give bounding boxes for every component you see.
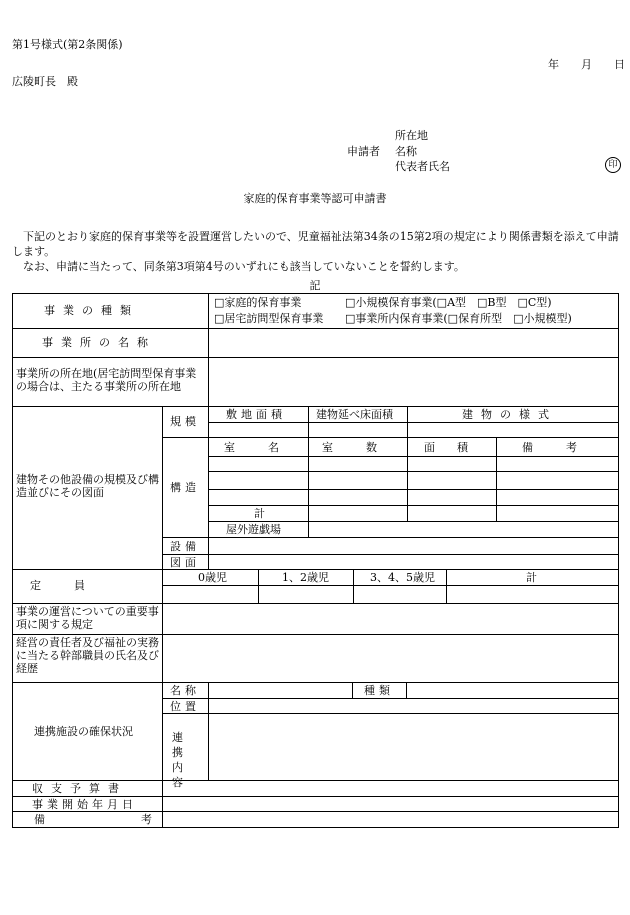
- body-paragraph-1: 下記のとおり家庭的保育事業等を設置運営したいので、児童福祉法第34条の15第2項の規定により関係書類を添えて申請します。: [12, 230, 619, 258]
- option-family-daycare[interactable]: □家庭的保育事業: [214, 296, 302, 309]
- option-workplace-daycare[interactable]: □事業所内保育事業(□保育所型 □小規模型): [345, 312, 572, 325]
- cooperation-label: 連携施設の確保状況: [34, 725, 133, 738]
- room-count-header: 室 数: [322, 441, 377, 454]
- office-location-label: 事業所の所在地(居宅訪問型保育事業の場合は、主たる事業所の所在地: [16, 367, 197, 393]
- floor-area-label: 建物延べ床面積: [316, 408, 393, 421]
- capacity-age345: 3、4、5歳児: [370, 571, 435, 584]
- seal-mark: 印: [605, 157, 621, 173]
- building-style-label: 建物の様式: [462, 408, 557, 421]
- business-type-label: 事業の種類: [44, 304, 139, 317]
- capacity-age12: 1、2歳児: [282, 571, 329, 584]
- total-label: 計: [254, 507, 265, 520]
- body-paragraph-2: なお、申請に当たって、同条第3項第4号のいずれにも該当していないことを誓約します。: [23, 260, 465, 273]
- start-date-label: 事業開始年月日: [32, 798, 137, 811]
- option-home-visit-daycare[interactable]: □居宅訪問型保育事業: [214, 312, 324, 325]
- application-table: [12, 293, 619, 828]
- cooperation-content-label: 連携内容: [172, 731, 189, 789]
- option-small-scale-daycare[interactable]: □小規模保育事業(□A型 □B型 □C型): [345, 296, 552, 309]
- structure-label: 構造: [170, 481, 200, 494]
- office-name-label: 事業所の名称: [42, 336, 156, 349]
- form-number: 第1号様式(第2条関係): [12, 38, 123, 51]
- cooperation-location-label: 位置: [170, 700, 200, 713]
- applicant-address: 所在地: [395, 129, 428, 142]
- addressee: 広陵町長 殿: [12, 75, 78, 88]
- room-name-header: 室 名: [224, 441, 279, 454]
- capacity-total: 計: [526, 571, 537, 584]
- cooperation-name-label: 名称: [170, 684, 200, 697]
- drawing-label: 図面: [170, 556, 200, 569]
- capacity-age0: 0歳児: [198, 571, 227, 584]
- applicant-name: 名称: [395, 145, 417, 158]
- remarks-header: 備 考: [522, 441, 577, 454]
- cooperation-kind-label: 種類: [364, 684, 394, 697]
- scale-label: 規模: [170, 415, 200, 428]
- budget-label: 収支予算書: [32, 782, 127, 795]
- outdoor-playground-label: 屋外遊戯場: [226, 523, 281, 536]
- document-title: 家庭的保育事業等認可申請書: [243, 192, 387, 205]
- site-area-label: 敷地面積: [226, 408, 286, 421]
- officers-label: 経営の責任者及び福祉の実務に当たる幹部職員の氏名及び経歴: [16, 636, 159, 675]
- area-header: 面 積: [424, 441, 468, 454]
- applicant-label: 申請者: [347, 145, 380, 158]
- remarks-label: 備考: [34, 813, 248, 826]
- equipment-label: 設備: [170, 540, 200, 553]
- rules-label: 事業の運営についての重要事項に関する規定: [16, 605, 159, 631]
- ki-mark: 記: [309, 279, 321, 292]
- building-label: 建物その他設備の規模及び構造並びにその図面: [16, 473, 159, 499]
- date-field: 年 月 日: [548, 58, 625, 71]
- capacity-label: 定 員: [30, 579, 85, 592]
- applicant-representative: 代表者氏名: [395, 160, 450, 173]
